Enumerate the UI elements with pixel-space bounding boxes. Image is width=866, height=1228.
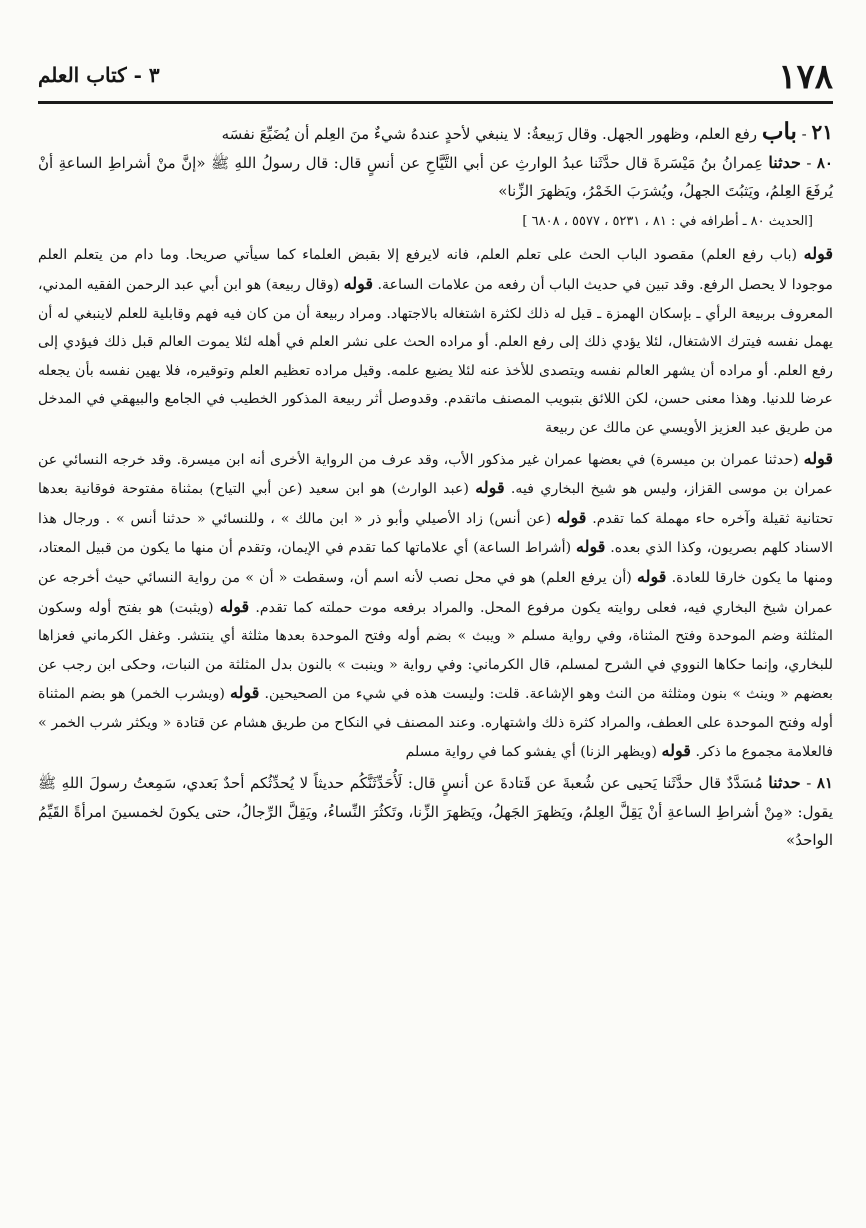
hadith-number: ٨١ (816, 774, 833, 793)
page-header (38, 55, 833, 104)
qawluh-marker: قوله (661, 741, 691, 761)
haddathana-label: حدثنا (768, 152, 801, 172)
hadith-dash: - (806, 153, 812, 172)
hadith-text: عِمرانُ بنُ مَيْسَرةَ قال حدَّثَنا عبدُ الوارثِ عن أبي التَّيَّاحِ عن أنسٍ قال: قال رسولُ اللهِ ﷺ «إنَّ منْ أشراطِ الساعةِ أنْ يُرفَعَ العِلمُ، ويَثبُتَ الجهلُ، ويُشرَبَ الخَمْرُ، ويَظهرَ الزِّنا» (38, 153, 833, 201)
qawluh-marker: قوله (557, 507, 587, 527)
qawluh-marker: قوله (575, 537, 606, 557)
commentary-text: (ويشرب الخمر) هو بضم المثناة أوله وفتح الموحدة على العطف، والمراد كثرة ذلك واشتهاره. وعند المصنف في النكاح من طريق هشام عن قتادة « ويكثر شرب الخمر » فالعلامة مجموع ما ذكر. (38, 686, 833, 761)
commentary-paragraph (38, 240, 833, 442)
hadith-number: ٨٠ (816, 153, 833, 172)
commentary-paragraph (38, 445, 833, 768)
page-body (38, 118, 833, 855)
commentary-text: (ويظهر الزنا) أي يفشو كما في رواية مسلم (405, 744, 658, 761)
commentary-text: (باب رفع العلم) مقصود الباب الحث على تعلم العلم، فانه لايرفع إلا بقبض العلماء كما سيأتي صريحا. وما دام من يتعلم العلم موجودا لا يحصل الرفع. وقد تبين في حديث الباب أن رفعه من علامات الساعة. (38, 247, 834, 293)
commentary-text: (أن يرفع العلم) هو في محل نصب لأنه اسم أن، وسقطت « أن » من رواية النسائي حيث أخرجه عن عمران شيخ البخاري فيه، فعلى روايته يكون مرفوع المحل. والمراد برفعه موت حملته كما تقدم. (38, 569, 833, 616)
chapter-heading (38, 118, 833, 149)
qawluh-marker: قوله (475, 478, 505, 498)
qawluh-marker: قوله (343, 273, 374, 293)
hadith-80 (38, 149, 833, 206)
commentary-text: (عن أنس) زاد الأصيلي وأبو ذر « ابن مالك » ، وللنسائي « حدثنا أنس » . ورجال هذا الاسناد كلهم بصريون، وكذا الذي بعده. (38, 510, 833, 557)
chapter-number: ٢١ (811, 120, 833, 144)
qawluh-marker: قوله (229, 683, 260, 703)
commentary-text: (ويثبت) هو بفتح أوله وسكون المثلثة وضم الموحدة وفتح المثناة، وفي رواية مسلم « ويبث » بضم أوله وفتح الموحدة بعدها مثلثة أي ينتشر. وغفل الكرماني فعزاها للبخاري، وإنما حكاها النووي في الشرح لمسلم، قال الكرماني: وفي رواية « وينبت » بالنون بدل المثلثة من النبات، وحكى ابن رجب عن بعضهم « وينث » بنون ومثلثة من النث وهو الإشاعة. قلت: وليست هذه في شيء من الصحيحين. (38, 599, 833, 703)
hadith-dash: - (806, 774, 812, 793)
qawluh-marker: قوله (219, 596, 250, 616)
chapter-dash: - (801, 125, 807, 143)
commentary-text: (عبد الوارث) هو ابن سعيد (عن أبي التياح) بمثناة مفتوحة فوقانية بعدها تحتانية ثقيلة وآخره حاء مهملة كما تقدم. (38, 481, 833, 527)
qawluh-marker: قوله (637, 566, 667, 586)
page-number: ١٧٨ (778, 57, 833, 97)
hadith-references: [الحديث ٨٠ ـ أطرافه في : ٨١ ، ٥٢٣١ ، ٥٥٧٧ ، ٦٨٠٨ ] (522, 213, 813, 229)
chapter-label: باب (761, 118, 797, 145)
chapter-text: رفع العلم، وظهور الجهل. وقال رَبيعةُ: لا ينبغي لأحدٍ عندهُ شيءٌ منَ العِلم أن يُضَيِّعَ نفسَه (221, 125, 758, 143)
hadith-text: مُسَدَّدٌ قال حدَّثَنا يَحيى عن شُعبةَ عن قَتادةَ عن أنسٍ قال: لَأُحَدِّثَنَّكُم حديثاً لا يُحدِّثُكم أحدٌ بَعدي، سَمِعتُ رسولَ اللهِ ﷺ يقول: «مِنْ أشراطِ الساعةِ أنْ يَقِلَّ العِلمُ، ويَظهرَ الجَهلُ، ويَظهرَ الزِّنا، وتَكثُرَ النِّساءُ، ويَقِلَّ الرِّجالُ، حتى يكونَ لخمسينَ امرأةً القَيِّمُ الواحدُ» (38, 774, 833, 850)
haddathana-label: حدثنا (768, 773, 801, 793)
commentary-text: (حدثنا عمران بن ميسرة) في بعضها عمران غير مذكور الأب، وقد عرف من الرواية الأخرى أنه ابن ميسرة. وقد خرجه النسائي عن عمران بن موسى القزاز، وليس هو شيخ البخاري فيه. (38, 451, 833, 498)
commentary-text: (أشراط الساعة) أي علاماتها كما تقدم في الإيمان، وتقدم أن منها ما يكون من قبيل المعتاد، ومنها ما يكون خارقا للعادة. (38, 540, 833, 586)
commentary-text: (وقال ربيعة) هو ابن أبي عبد الرحمن الفقيه المدني، المعروف بربيعة الرأي ـ بإسكان الهمزة ـ قيل له ذلك لكثرة اشتغاله بالاجتهاد. ومراد ربيعة أن من كان فيه فهم وقابلية للعلم لاينبغي له أن يهمل نفسه فيترك الاشتغال، لئلا يؤدي ذلك إلى رفع العلم. أو مراده الحث على نشر العلم في أهله لئلا يموت العالم قبل ذلك فيؤدي إلى رفع العلم. أو مراده أن يشهر العالم نفسه ويتصدى للأخذ عنه لئلا يضيع علمه. وقيل مراده تعظيم العلم وتوقيره، فلا يهين نفسه بأن يجعله عرضا للدنيا. وهذا معنى حسن، لكن اللائق بتبويب المصنف ماتقدم. وقدوصل أثر ربيعة المذكور الخطيب في الجامع والبيهقي في المدخل من طريق عبد العزيز الأويسي عن مالك عن ربيعة (38, 276, 833, 436)
qawluh-marker: قوله (803, 448, 834, 468)
book-title: ٣ - كتاب العلم (38, 63, 160, 87)
hadith-81 (38, 769, 833, 855)
qawluh-marker: قوله (803, 244, 834, 264)
